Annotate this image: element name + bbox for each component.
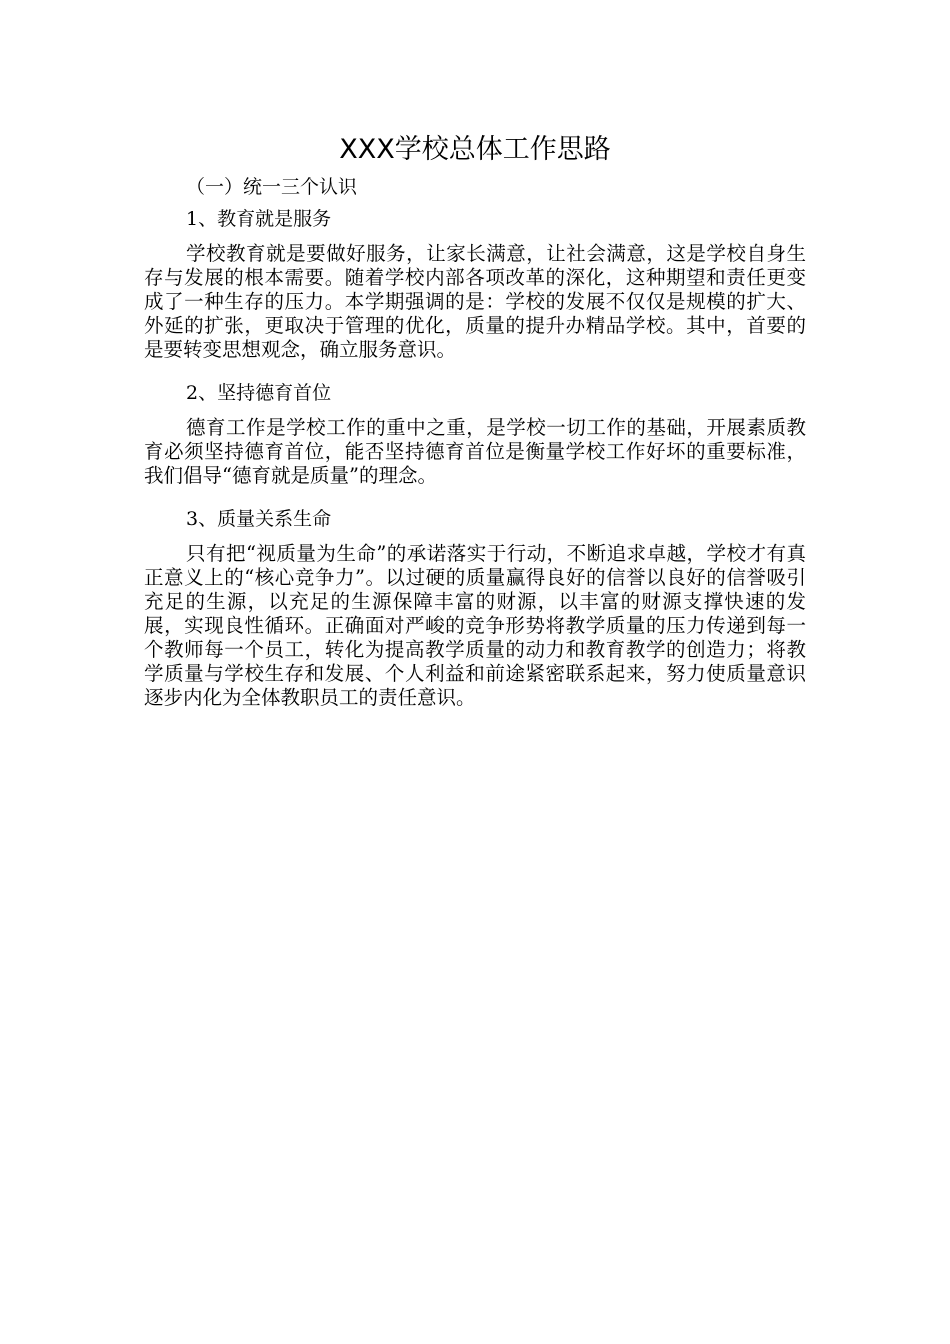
item-heading-1: 1、教育就是服务 [186, 208, 332, 230]
item-paragraph-3: 只有把“视质量为生命”的承诺落实于行动，不断追求卓越，学校才有真正意义上的“核心竞争力”。以过硬的质量赢得良好的信誉以良好的信誉吸引充足的生源，以充足的生源保障丰富的财源，以丰富的财源支撑快速的发展，实现良性循环。正确面对严峻的竞争形势将教学质量的压力传递到每一个教师每一个员工，转化为提高教学质量的动力和教育教学的创造力；将教学质量与学校生存和发展、个人利益和前途紧密联系起来，努力使质量意识逐步内化为全体教职员工的责任意识。 [144, 542, 806, 709]
item-paragraph-2: 德育工作是学校工作的重中之重，是学校一切工作的基础，开展素质教育必须坚持德育首位，能否坚持德育首位是衡量学校工作好坏的重要标准，我们倡导“德育就是质量”的理念。 [144, 416, 806, 487]
document-title: XXX学校总体工作思路 [339, 134, 611, 165]
section-heading: （一）统一三个认识 [186, 176, 358, 198]
item-paragraph-1: 学校教育就是要做好服务，让家长满意，让社会满意，这是学校自身生存与发展的根本需要。随着学校内部各项改革的深化，这种期望和责任更变成了一种生存的压力。本学期强调的是：学校的发展不仅仅是规模的扩大、外延的扩张，更取决于管理的优化，质量的提升办精品学校。其中，首要的是要转变思想观念，确立服务意识。 [144, 242, 806, 361]
document-body [144, 130, 806, 710]
item-heading-2: 2、坚持德育首位 [186, 382, 332, 404]
item-heading-3: 3、质量关系生命 [186, 508, 332, 530]
